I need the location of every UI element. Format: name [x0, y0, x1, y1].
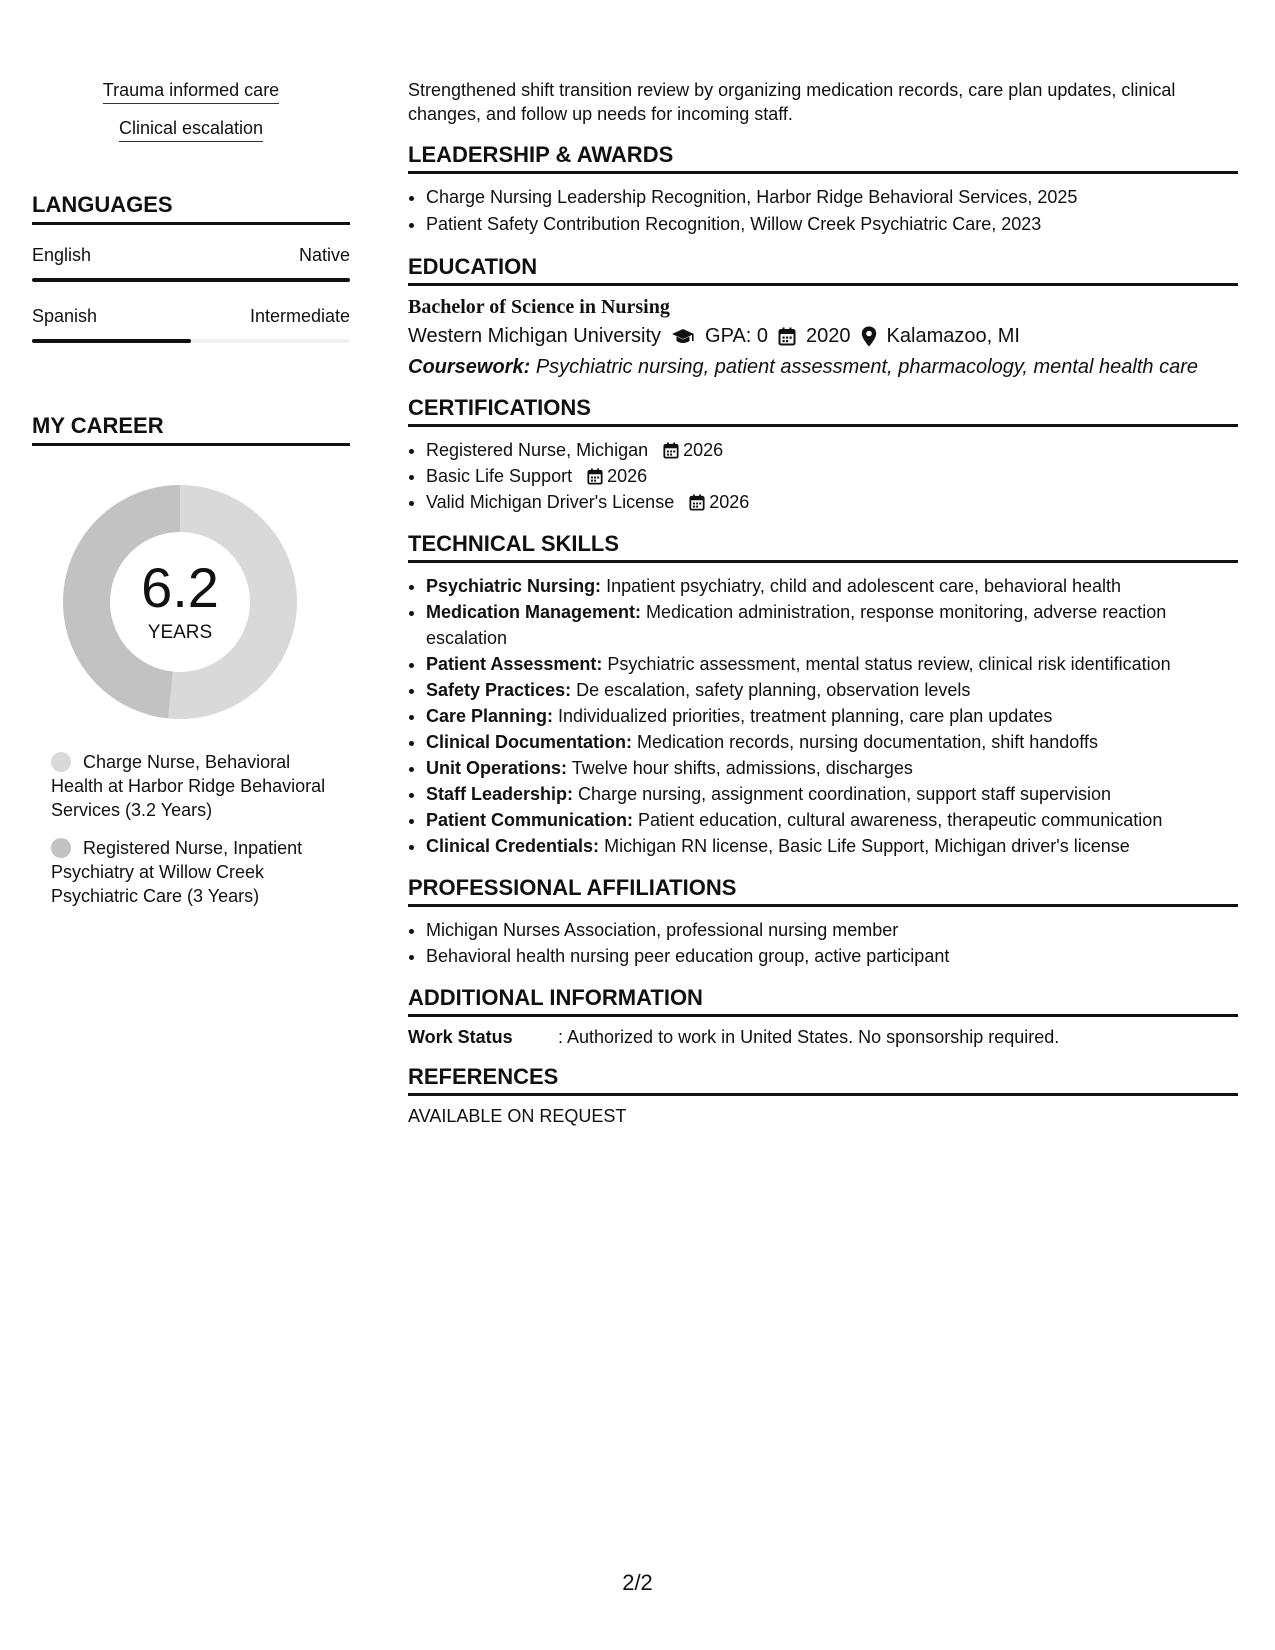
certification-year: 2026	[709, 492, 750, 512]
certification-name: Registered Nurse, Michigan	[426, 440, 649, 460]
skill-text: Medication administration, response monitoring, adverse reaction escalation	[426, 602, 1167, 648]
languages-heading: LANGUAGES	[32, 192, 350, 225]
list-item: • Michigan Nurses Association, professional nursing member	[426, 917, 1238, 943]
language-level: Native	[298, 245, 350, 265]
sidebar	[32, 80, 350, 922]
skill-label: Medication Management:	[426, 602, 642, 622]
skill-item	[426, 729, 1238, 755]
calendar-icon	[663, 442, 679, 459]
calendar-icon	[778, 327, 796, 346]
career-legend-item	[51, 836, 350, 908]
certification-year: 2026	[607, 466, 648, 486]
career-legend	[51, 750, 350, 908]
skill-label: Patient Communication:	[426, 810, 634, 830]
section-heading: PROFESSIONAL AFFILIATIONS	[408, 875, 1238, 907]
affiliations-section	[408, 875, 1238, 969]
career-legend-label: Charge Nurse, Behavioral Health at Harbor Ridge Behavioral Services (3.2 Years)	[51, 752, 326, 820]
certifications-section	[408, 395, 1238, 515]
skill-item	[426, 755, 1238, 781]
skill-tag: Trauma informed care	[103, 80, 279, 104]
additional-info-section	[408, 985, 1238, 1048]
skill-item	[426, 807, 1238, 833]
certification-item	[426, 437, 1238, 463]
career-donut-chart	[56, 478, 304, 726]
legend-dot-icon	[51, 838, 71, 858]
career-legend-label: Registered Nurse, Inpatient Psychiatry at Willow Creek Psychiatric Care (3 Years)	[51, 838, 303, 906]
work-status-row	[408, 1027, 1238, 1048]
skill-item	[426, 677, 1238, 703]
skill-item	[426, 651, 1238, 677]
skill-label: Care Planning:	[426, 706, 554, 726]
skill-label: Clinical Credentials:	[426, 836, 600, 856]
graduation-year: 2020	[806, 325, 851, 347]
certification-name: Basic Life Support	[426, 466, 573, 486]
language-bar-fill	[32, 278, 350, 282]
gpa: GPA: 0	[705, 325, 769, 347]
language-name: Spanish	[32, 306, 98, 326]
school-location: Kalamazoo, MI	[886, 325, 1020, 347]
skill-text: Individualized priorities, treatment planning, care plan updates	[558, 706, 1053, 726]
skill-item	[426, 833, 1238, 859]
skill-text: Michigan RN license, Basic Life Support, Michigan driver's license	[604, 836, 1130, 856]
work-status-label: Work Status	[408, 1027, 513, 1047]
main-content	[408, 78, 1238, 1143]
skill-label: Safety Practices:	[426, 680, 572, 700]
experience-continuation: Strengthened shift transition review by organizing medication records, care plan updates, clinical changes, and follow up needs for incoming staff.	[408, 80, 1176, 124]
certification-name: Valid Michigan Driver's License	[426, 492, 675, 512]
work-status-value: : Authorized to work in United States. No sponsorship required.	[558, 1027, 1060, 1047]
certification-item	[426, 489, 1238, 515]
languages-list	[32, 245, 350, 343]
skill-text: Medication records, nursing documentation, shift handoffs	[637, 732, 1098, 752]
skill-text: Psychiatric assessment, mental status review, clinical risk identification	[607, 654, 1171, 674]
skill-text: Charge nursing, assignment coordination, support staff supervision	[578, 784, 1112, 804]
list-item: • Charge Nursing Leadership Recognition, Harbor Ridge Behavioral Services, 2025	[426, 184, 1238, 211]
skill-item	[426, 781, 1238, 807]
skill-label: Psychiatric Nursing:	[426, 576, 602, 596]
skill-item	[426, 703, 1238, 729]
technical-skills-section	[408, 531, 1238, 859]
language-level: Intermediate	[249, 306, 350, 326]
skill-text: De escalation, safety planning, observation levels	[576, 680, 971, 700]
skill-text: Twelve hour shifts, admissions, discharges	[571, 758, 913, 778]
section-heading: LEADERSHIP & AWARDS	[408, 142, 1238, 174]
skill-label: Staff Leadership:	[426, 784, 574, 804]
education-details	[408, 325, 1238, 348]
coursework-text: Psychiatric nursing, patient assessment, pharmacology, mental health care	[535, 356, 1198, 378]
skill-text: Inpatient psychiatry, child and adolescent care, behavioral health	[606, 576, 1122, 596]
page-number: 2/2	[622, 1570, 653, 1595]
career-total-value: 6.2	[141, 556, 219, 619]
section-heading: REFERENCES	[408, 1064, 1238, 1096]
certification-year: 2026	[683, 440, 724, 460]
coursework-label: Coursework:	[408, 356, 531, 378]
section-heading: EDUCATION	[408, 254, 1238, 286]
list-item: • Behavioral health nursing peer education group, active participant	[426, 943, 1238, 969]
references-section	[408, 1064, 1238, 1127]
education-section	[408, 254, 1238, 379]
coursework	[408, 356, 1238, 379]
certification-item	[426, 463, 1238, 489]
calendar-icon	[587, 468, 603, 485]
language-item	[32, 245, 350, 282]
degree-title: Bachelor of Science in Nursing	[408, 296, 670, 318]
language-item	[32, 306, 350, 343]
career-total-unit: YEARS	[147, 622, 213, 643]
section-heading: CERTIFICATIONS	[408, 395, 1238, 427]
section-heading: ADDITIONAL INFORMATION	[408, 985, 1238, 1017]
career-heading: MY CAREER	[32, 413, 350, 446]
career-legend-item	[51, 750, 350, 822]
references-text: AVAILABLE ON REQUEST	[408, 1106, 627, 1126]
leadership-section	[408, 142, 1238, 238]
section-heading: TECHNICAL SKILLS	[408, 531, 1238, 563]
skill-text: Patient education, cultural awareness, therapeutic communication	[638, 810, 1163, 830]
skill-label: Clinical Documentation:	[426, 732, 633, 752]
skill-item	[426, 599, 1238, 651]
school-name: Western Michigan University	[408, 325, 662, 347]
language-bar	[32, 339, 350, 343]
language-bar-fill	[32, 339, 191, 343]
skill-tags	[32, 80, 350, 142]
map-pin-icon	[861, 326, 877, 347]
skill-item	[426, 573, 1238, 599]
graduation-cap-icon	[671, 328, 695, 346]
skill-tag: Clinical escalation	[119, 118, 263, 142]
skill-label: Unit Operations:	[426, 758, 568, 778]
language-name: English	[32, 245, 92, 265]
legend-dot-icon	[51, 752, 71, 772]
language-bar	[32, 278, 350, 282]
list-item: • Patient Safety Contribution Recognition, Willow Creek Psychiatric Care, 2023	[426, 211, 1238, 238]
calendar-icon	[689, 494, 705, 511]
skill-label: Patient Assessment:	[426, 654, 603, 674]
